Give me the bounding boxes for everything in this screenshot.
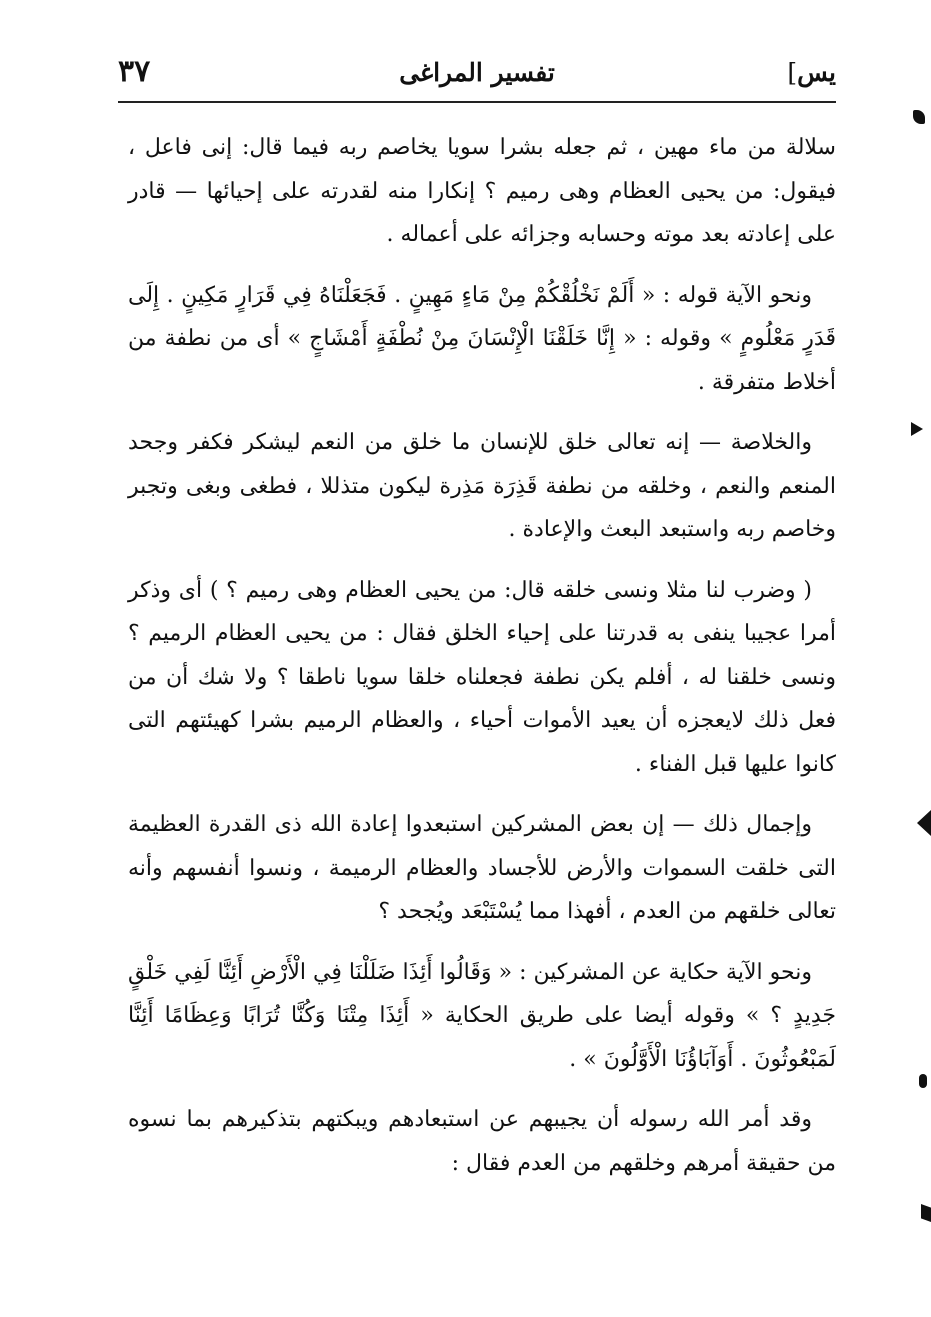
paragraph: وقد أمر الله رسوله أن يجيبهم عن استبعادهم ويبكتهم بتذكيرهم بما نسوه من حقيقة أمرهم وخلقهم من العدم فقال : [128, 1107, 836, 1176]
paragraph: ( وضرب لنا مثلا ونسى خلقه قال: من يحيى العظام وهى رميم ؟ ) أى وذكر أمرا عجيبا ينفى به قدرتنا على إحياء الخلق فقال : من يحيى العظام الرميم ؟ ونسى خلقنا له ، أفلم يكن نطفة فجعلناه خلقا سويا ناطقا ؟ ولا شك أن من فعل ذلك لايعجزه أن يعيد الأموات أحياء ، والعظام الرميم بشرا كهيئتهم التى كانوا عليها قبل الفناء . [128, 577, 836, 777]
scan-mark [913, 110, 925, 124]
page-header [118, 52, 836, 100]
header-rule [118, 101, 836, 103]
paragraph: والخلاصة — إنه تعالى خلق للإنسان ما خلق من النعم ليشكر فكفر وجحد المنعم والنعم ، وخلقه من نطفة قَذِرَة مَذِرة ليكون متذللا ، فطغى وبغى وتجبر وخاصم ربه واستبعد البعث والإعادة . [128, 430, 836, 542]
scan-mark [911, 422, 923, 436]
page-body [128, 126, 836, 1202]
scan-mark [919, 1074, 927, 1088]
paragraph: وإجمال ذلك — إن بعض المشركين استبعدوا إعادة الله ذى القدرة العظيمة التى خلقت السموات والأرض للأجساد والعظام الرميمة ، ونسوا أنفسهم وأنه تعالى خلقهم من العدم ، أفهذا مما يُسْتَبْعَد ويُجحد ؟ [128, 812, 836, 924]
paragraph: ونحو الآية حكاية عن المشركين : « وَقَالُوا أَئِذَا ضَلَلْنَا فِي الْأَرْضِ أَئِنَّا لَفِي خَلْقٍ جَدِيدٍ ؟ » وقوله أيضا على طريق الحكاية « أَئِذَا مِتْنَا وَكُنَّا تُرَابًا وَعِظَامًا أَئِنَّا لَمَبْعُوثُونَ . أَوَآبَاؤُنَا الْأَوَّلُونَ » . [128, 959, 836, 1072]
paragraph: ونحو الآية قوله : « أَلَمْ نَخْلُقْكُمْ مِنْ مَاءٍ مَهِينٍ . فَجَعَلْنَاهُ فِي قَرَارٍ مَكِينٍ . إِلَى قَدَرٍ مَعْلُومٍ » وقوله : « إِنَّا خَلَقْنَا الْإِنْسَانَ مِنْ نُطْفَةٍ أَمْشَاجٍ » أى من نطفة من أخلاط متفرقة . [128, 282, 836, 395]
surah-label: يس [797, 58, 836, 87]
book-title: تفسير المراغى [399, 58, 555, 87]
bracket-glyph: ] [787, 58, 798, 87]
page-number: ٣٧ [118, 54, 151, 89]
scan-mark [917, 810, 931, 836]
paragraph: سلالة من ماء مهين ، ثم جعله بشرا سويا يخاصم ربه فيما قال: إنى فاعل ، فيقول: من يحيى العظام وهى رميم ؟ إنكارا منه لقدرته على إحيائها — قادر على إعادته بعد موته وحسابه وجزائه على أعماله . [128, 135, 836, 247]
scan-mark [921, 1204, 931, 1222]
